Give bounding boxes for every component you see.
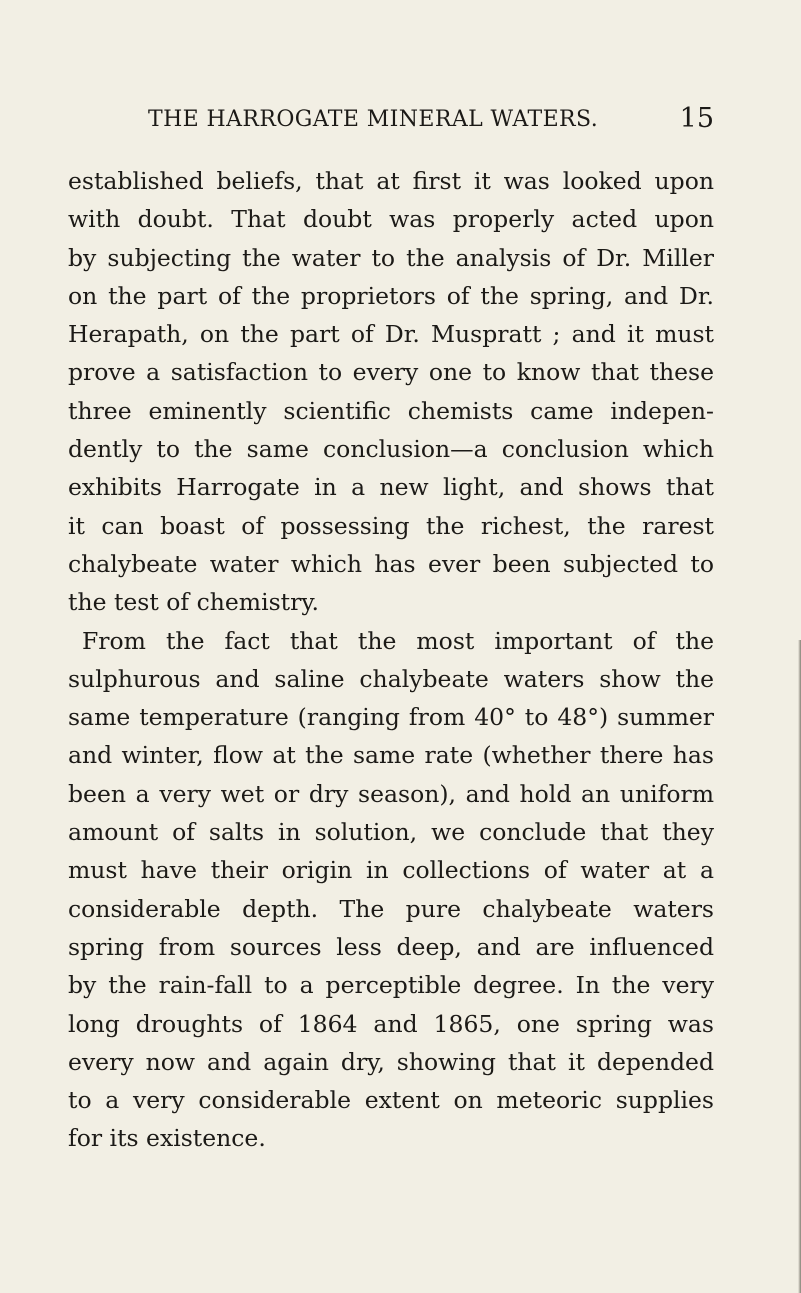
text-line: with doubt. That doubt was properly acted upon: [68, 205, 714, 234]
paragraph-start-line: From the fact that the most important of the: [82, 626, 714, 655]
text-line: for its existence.: [68, 1124, 266, 1153]
text-line: prove a satisfaction to every one to know that these: [68, 358, 714, 387]
running-head: [68, 103, 714, 143]
body-text: [68, 162, 714, 1158]
text-line: dently to the same conclusion—a conclusion which: [68, 435, 714, 464]
text-line: chalybeate water which has ever been subjected to: [68, 549, 714, 578]
text-line: amount of salts in solution, we conclude that they: [68, 818, 714, 847]
text-line: it can boast of possessing the richest, the rarest: [68, 511, 714, 540]
text-line: been a very wet or dry season), and hold an uniform: [68, 779, 714, 808]
text-line: Herapath, on the part of Dr. Muspratt ; and it must: [68, 320, 714, 349]
text-line: and winter, flow at the same rate (whether there has: [68, 741, 714, 770]
page-number: 15: [679, 103, 714, 134]
text-line: long droughts of 1864 and 1865, one spring was: [68, 1009, 714, 1038]
text-line: on the part of the proprietors of the spring, and Dr.: [68, 281, 714, 310]
text-line: must have their origin in collections of water at a: [68, 856, 714, 885]
running-title: THE HARROGATE MINERAL WATERS.: [148, 107, 599, 132]
text-line: by the rain-fall to a perceptible degree. In the very: [68, 971, 714, 1000]
text-line: sulphurous and saline chalybeate waters show the: [68, 664, 714, 693]
text-line: by subjecting the water to the analysis of Dr. Miller: [68, 243, 714, 272]
text-line: the test of chemistry.: [68, 588, 319, 617]
text-line: same temperature (ranging from 40° to 48°) summer: [68, 703, 714, 732]
text-line: every now and again dry, showing that it depended: [68, 1047, 714, 1076]
text-line: exhibits Harrogate in a new light, and shows that: [68, 473, 714, 502]
text-line: spring from sources less deep, and are influenced: [68, 932, 714, 961]
text-line: established beliefs, that at first it was looked upon: [68, 167, 714, 195]
text-line: to a very considerable extent on meteoric supplies: [68, 1086, 714, 1115]
text-line: considerable depth. The pure chalybeate waters: [68, 894, 714, 923]
text-line: three eminently scientific chemists came indepen-: [68, 396, 714, 425]
